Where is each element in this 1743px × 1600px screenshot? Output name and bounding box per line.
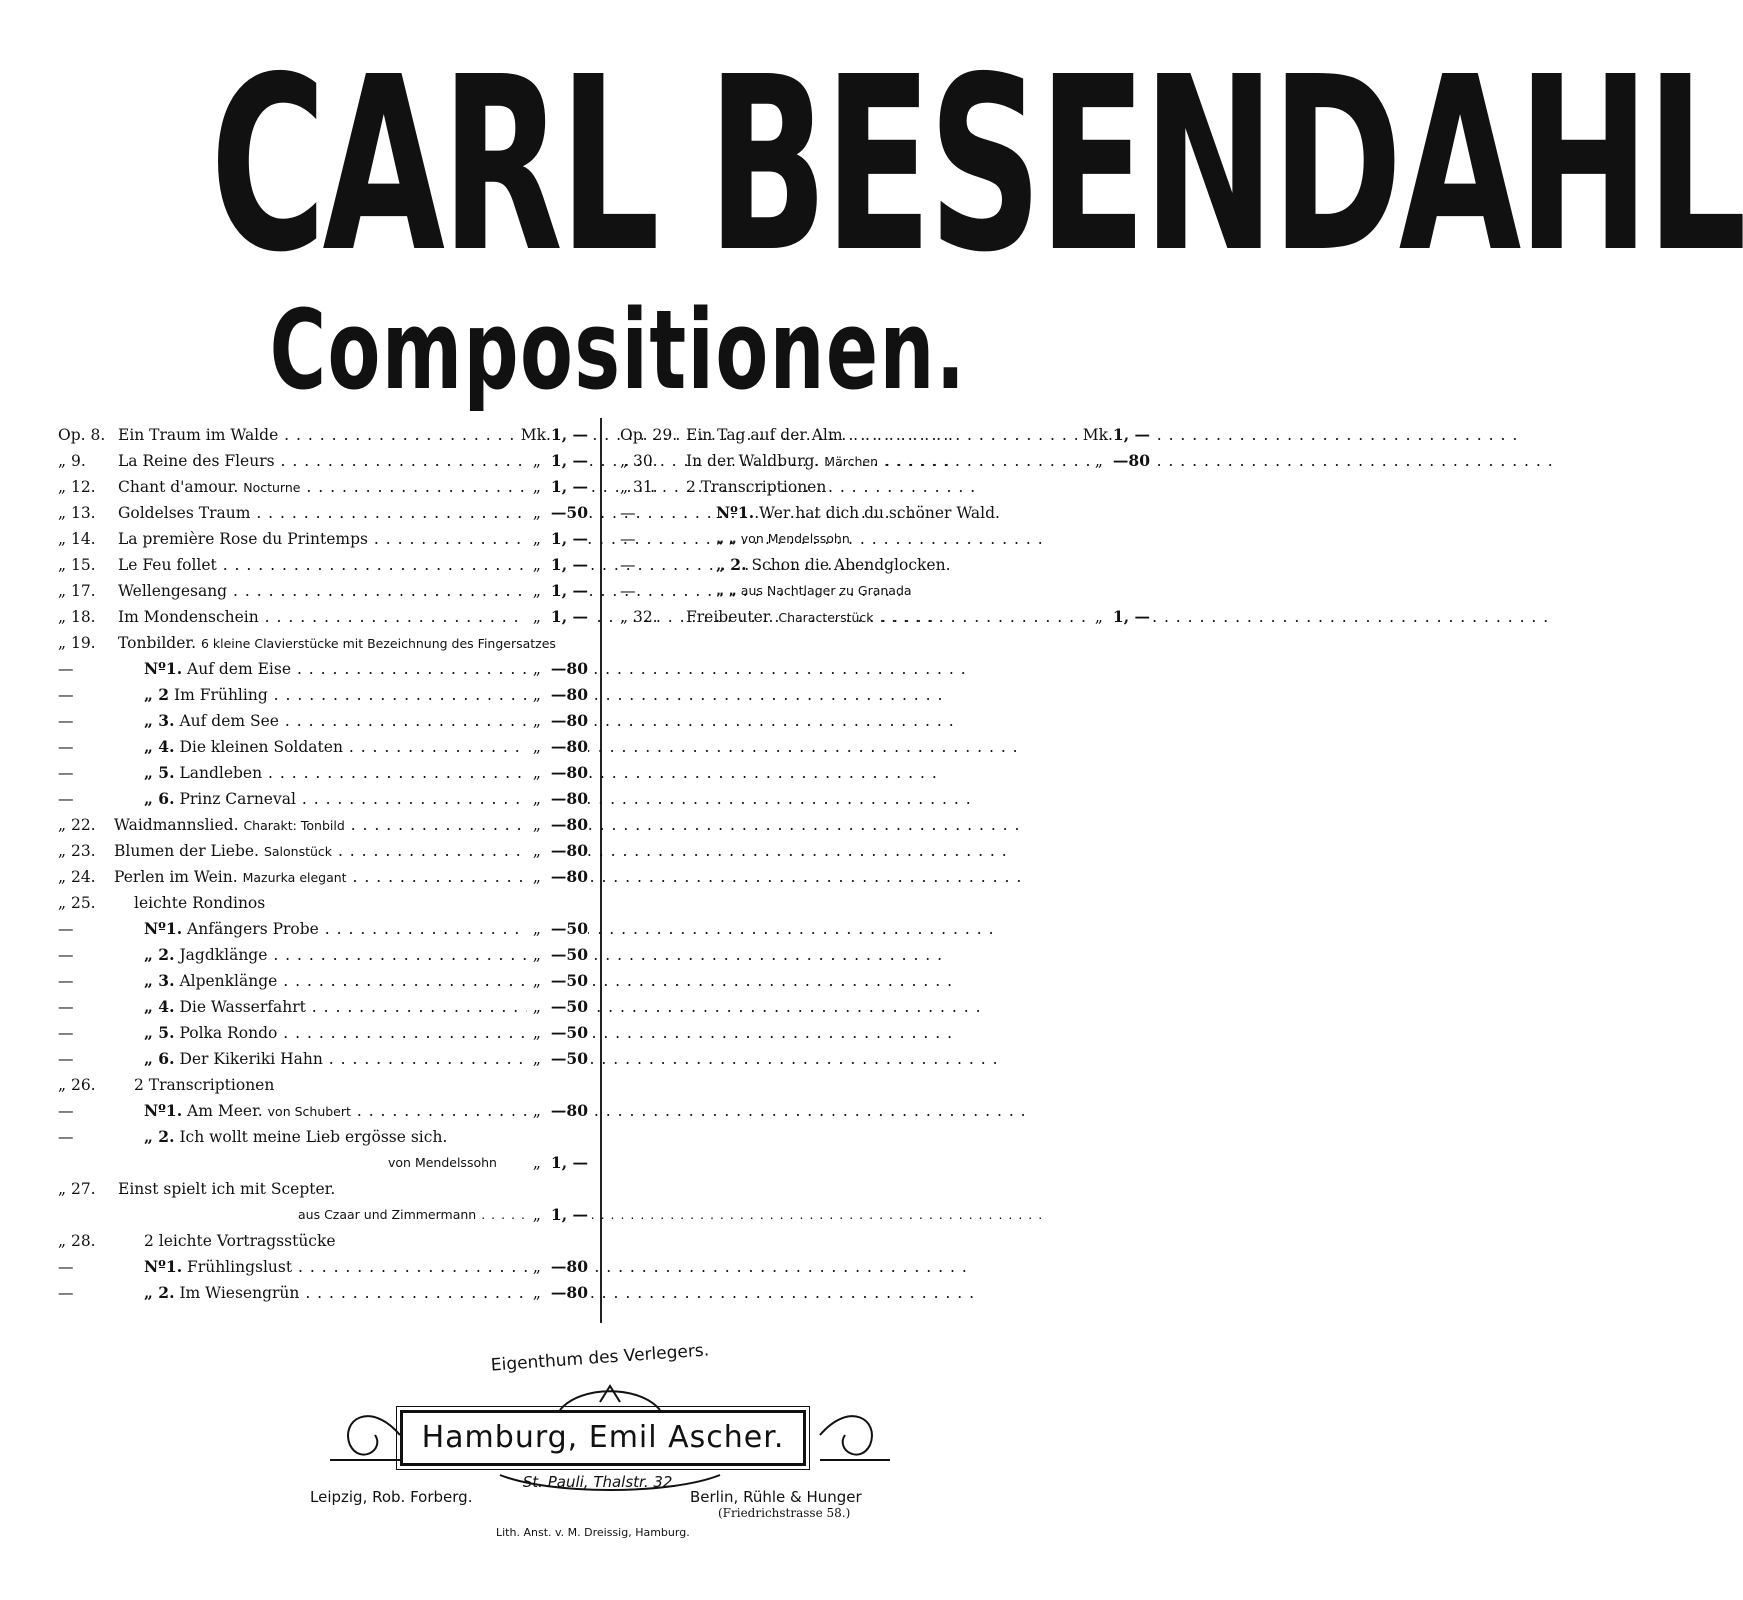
- entry-price-cell: [1089, 604, 1150, 630]
- entry-price-cell: [527, 838, 588, 864]
- catalogue-entry: [58, 474, 588, 500]
- entry-price-cell: [527, 968, 588, 994]
- catalogue-entry: [58, 942, 588, 968]
- entry-title: [134, 890, 588, 916]
- entry-price: —80: [550, 789, 588, 808]
- opus-number: „ 24.: [58, 868, 96, 886]
- entry-price-cell: [527, 734, 588, 760]
- catalogue-entry: [58, 422, 588, 448]
- opus-number: —: [620, 582, 636, 600]
- opus-number: —: [58, 1102, 74, 1120]
- opus-number: „ 14.: [58, 530, 96, 548]
- entry-price-cell: [527, 578, 588, 604]
- entry-price-cell: [527, 916, 588, 942]
- entry-number: „ 4.: [144, 737, 175, 756]
- catalogue-entry: [58, 864, 588, 890]
- catalogue-entry: [58, 1228, 588, 1254]
- entry-price-cell: [527, 474, 588, 500]
- opus-number: —: [58, 1284, 74, 1302]
- catalogue-entry: [58, 786, 588, 812]
- catalogue-entry: [58, 656, 588, 682]
- entry-title-text: Chant d'amour.: [118, 478, 239, 496]
- opus-number: „ 30.: [620, 452, 658, 470]
- catalogue-entry: [58, 1280, 588, 1306]
- entry-title-text: Ich wollt meine Lieb ergösse sich.: [179, 1128, 448, 1146]
- catalogue-entry: [58, 812, 588, 838]
- entry-title: [144, 760, 588, 786]
- opus-number: —: [58, 998, 74, 1016]
- entry-title: [144, 1124, 588, 1150]
- entry-title: [114, 838, 588, 865]
- opus-number: —: [620, 504, 636, 522]
- opus-number: Op. 29.: [620, 426, 678, 444]
- opus-number: —: [58, 1258, 74, 1276]
- publisher-street: St. Pauli, Thalstr. 32.: [522, 1473, 678, 1491]
- entry-title: [114, 864, 588, 891]
- entry-number: „ 2: [144, 685, 170, 704]
- entry-price: 1, —: [550, 607, 588, 626]
- catalogue-entry: [58, 500, 588, 526]
- entry-title: [144, 916, 588, 942]
- entry-title: [716, 552, 1150, 578]
- opus-number: „ 15.: [58, 556, 96, 574]
- catalogue-entry: [620, 526, 1150, 552]
- entry-title-text: Polka Rondo: [179, 1024, 278, 1042]
- opus-number: „ 32.: [620, 608, 658, 626]
- entry-price: 1, —: [550, 555, 588, 574]
- entry-title-text: Frühlingslust: [187, 1258, 293, 1276]
- entry-title-text: Jagdklänge: [179, 946, 268, 964]
- entry-title-text: Goldelses Traum: [118, 504, 251, 522]
- entry-title-text: Auf dem See: [179, 712, 279, 730]
- catalogue-entry: [620, 448, 1150, 474]
- ditto-mark: „: [532, 582, 541, 600]
- entry-price: —50: [550, 1049, 588, 1068]
- entry-price-cell: [1089, 448, 1150, 474]
- entry-title: [144, 968, 588, 994]
- entry-number: „ 4.: [144, 997, 175, 1016]
- entry-price: —50: [550, 971, 588, 990]
- entry-title-text: Le Feu follet: [118, 556, 217, 574]
- catalogue-entry: [620, 604, 1150, 630]
- catalogue-entry: [620, 422, 1150, 448]
- entry-price-cell: [527, 760, 588, 786]
- entry-price-cell: [527, 786, 588, 812]
- catalogue-entry: [58, 448, 588, 474]
- opus-number: —: [58, 686, 74, 704]
- opus-number: —: [58, 660, 74, 678]
- opus-number: —: [58, 1128, 74, 1146]
- entry-title: [716, 500, 1150, 526]
- catalogue-entry: [58, 1046, 588, 1072]
- entry-price: —50: [550, 919, 588, 938]
- opus-number: „ 23.: [58, 842, 96, 860]
- entry-title-text: La Reine des Fleurs: [118, 452, 275, 470]
- entry-title: [686, 604, 1150, 631]
- entry-price-cell: [527, 994, 588, 1020]
- entry-title: [144, 1254, 588, 1280]
- entry-price-cell: [527, 812, 588, 838]
- ditto-mark: „: [532, 868, 541, 886]
- ditto-mark: „: [532, 842, 541, 860]
- catalogue-entry: [58, 578, 588, 604]
- entry-title-text: La première Rose du Printemps: [118, 530, 368, 548]
- opus-number: —: [58, 1024, 74, 1042]
- entry-price: —80: [550, 711, 588, 730]
- catalogue-entry: [58, 552, 588, 578]
- entry-title: [144, 786, 588, 812]
- entry-price: 1, —: [1112, 425, 1150, 444]
- entry-number: „ 2.: [144, 1283, 175, 1302]
- entry-price-cell: [527, 864, 588, 890]
- entry-title-text: Im Frühling: [174, 686, 268, 704]
- ditto-mark: „: [532, 1284, 541, 1302]
- entry-title-text: 2 Transcriptionen: [686, 478, 827, 496]
- catalogue-entry: [58, 1176, 588, 1202]
- entry-title: [118, 526, 588, 552]
- entry-title-text: aus Nachtlager zu Granada: [740, 583, 912, 598]
- entry-title: [686, 448, 1150, 475]
- entry-title-text: Anfängers Probe: [187, 920, 319, 938]
- catalogue-entry: [58, 916, 588, 942]
- opus-number: „ 27.: [58, 1180, 96, 1198]
- ditto-mark: „: [532, 608, 541, 626]
- entry-title: [118, 604, 588, 630]
- entry-price-cell: [527, 526, 588, 552]
- entry-title: [686, 474, 1150, 500]
- entry-title-text: Ein Traum im Walde: [118, 426, 279, 444]
- entry-price: —80: [550, 1101, 588, 1120]
- entry-number: Nº1.: [144, 1101, 183, 1120]
- entry-price-cell: [527, 1280, 588, 1306]
- entry-price: 1, —: [550, 477, 588, 496]
- entry-title: [118, 448, 588, 474]
- entry-subtitle: 6 kleine Clavierstücke mit Bezeichnung des Fingersatzes: [200, 636, 556, 651]
- catalogue-entry: [620, 500, 1150, 526]
- ditto-mark: „: [532, 972, 541, 990]
- entry-title: [118, 578, 588, 604]
- catalogue-entry: [58, 890, 588, 916]
- opus-number: —: [58, 920, 74, 938]
- catalogue-entry: [58, 734, 588, 760]
- catalogue-entry: [58, 708, 588, 734]
- entry-title-text: Auf dem Eise: [187, 660, 292, 678]
- catalogue-left-column: [58, 422, 588, 1306]
- entry-subtitle: Salonstück: [263, 844, 333, 859]
- catalogue-entry: [58, 1254, 588, 1280]
- entry-number: „ 6.: [144, 1049, 175, 1068]
- ditto-mark: „: [532, 660, 541, 678]
- catalogue-entry: [58, 1150, 588, 1176]
- page-subtitle: Compositionen.: [269, 286, 967, 414]
- entry-number: „ 5.: [144, 763, 175, 782]
- catalogue-entry: [620, 578, 1150, 604]
- entry-title-text: Schon die Abendglocken.: [751, 556, 951, 574]
- ditto-mark: „: [532, 504, 541, 522]
- ditto-mark: „: [532, 816, 541, 834]
- opus-number: „ 31.: [620, 478, 658, 496]
- currency-label: Mk.: [520, 426, 551, 444]
- entry-title-text: 2 leichte Vortragsstücke: [144, 1232, 336, 1250]
- entry-number: Nº1.: [144, 1257, 183, 1276]
- entry-subtitle: Märchen: [824, 454, 878, 469]
- entry-subtitle: von Schubert: [267, 1104, 351, 1119]
- catalogue-entry: [58, 760, 588, 786]
- entry-subtitle: Nocturne: [243, 480, 301, 495]
- entry-title-text: Prinz Carneval: [179, 790, 296, 808]
- ditto-mark: „: [532, 764, 541, 782]
- opus-number: —: [58, 764, 74, 782]
- ditto-mark: „: [532, 478, 541, 496]
- entry-title-text: Waidmannslied.: [114, 816, 239, 834]
- opus-number: „ 18.: [58, 608, 96, 626]
- currency-label: Mk.: [1082, 426, 1113, 444]
- entry-title-text: Landleben: [179, 764, 263, 782]
- entry-title: [716, 526, 1150, 552]
- catalogue-entry: [58, 1072, 588, 1098]
- opus-number: „ 17.: [58, 582, 96, 600]
- branch-leipzig: Leipzig, Rob. Forberg.: [310, 1488, 473, 1506]
- entry-title: [144, 1020, 588, 1046]
- catalogue-entry: [58, 526, 588, 552]
- entry-title-text: Ein Tag auf der Alm: [686, 426, 843, 444]
- entry-price: —80: [550, 763, 588, 782]
- entry-title-text: von Mendelssohn: [388, 1155, 497, 1170]
- entry-title-text: Am Meer.: [187, 1102, 263, 1120]
- entry-title: [118, 552, 588, 578]
- entry-title: [144, 942, 588, 968]
- entry-title: [114, 812, 588, 839]
- ditto-mark: „: [532, 998, 541, 1016]
- opus-number: —: [58, 712, 74, 730]
- entry-number: Nº1.: [144, 659, 183, 678]
- ditto-mark: „: [532, 686, 541, 704]
- catalogue-right-column: [620, 422, 1150, 630]
- entry-price-cell: [527, 500, 588, 526]
- opus-number: „ 12.: [58, 478, 96, 496]
- ditto-mark: „: [532, 1154, 541, 1172]
- opus-number: —: [58, 972, 74, 990]
- entry-title-text: Tonbilder.: [118, 634, 197, 652]
- entry-price-cell: [527, 1020, 588, 1046]
- entry-title-text: Freibeuter.: [686, 608, 774, 626]
- entry-price: —50: [550, 997, 588, 1016]
- entry-title: [144, 1098, 588, 1125]
- branch-berlin-address: (Friedrichstrasse 58.): [718, 1506, 851, 1520]
- entry-title-text: Der Kikeriki Hahn: [179, 1050, 323, 1068]
- opus-number: —: [58, 946, 74, 964]
- ditto-mark: „: [532, 946, 541, 964]
- catalogue-entry: [58, 838, 588, 864]
- catalogue-entry: [58, 630, 588, 656]
- catalogue-entry: [58, 1124, 588, 1150]
- entry-price-cell: [527, 656, 588, 682]
- catalogue-entry: [58, 968, 588, 994]
- catalogue-entry: [620, 474, 1150, 500]
- entry-title: [144, 1280, 588, 1306]
- entry-number: „ „: [716, 583, 737, 598]
- entry-price: —80: [550, 1283, 588, 1302]
- catalogue-entry: [58, 604, 588, 630]
- ditto-mark: „: [532, 1206, 541, 1224]
- entry-price-cell: [527, 708, 588, 734]
- opus-number: —: [58, 790, 74, 808]
- entry-subtitle: Characterstück: [778, 610, 874, 625]
- entry-number: „ 6.: [144, 789, 175, 808]
- ditto-mark: „: [532, 738, 541, 756]
- entry-price: —80: [550, 1257, 588, 1276]
- entry-price: 1, —: [550, 529, 588, 548]
- entry-price-cell: [527, 1098, 588, 1124]
- entry-title-text: Die Wasserfahrt: [179, 998, 306, 1016]
- entry-number: Nº1.: [144, 919, 183, 938]
- entry-price-cell: [527, 448, 588, 474]
- entry-price-cell: [527, 604, 588, 630]
- entry-price: 1, —: [550, 1153, 588, 1172]
- entry-number: Nº1.: [716, 503, 755, 522]
- publisher-name: Hamburg, Emil Ascher.: [400, 1410, 806, 1466]
- catalogue-entry: [620, 552, 1150, 578]
- ditto-mark: „: [532, 1102, 541, 1120]
- entry-price: —80: [550, 737, 588, 756]
- publisher-imprint: [0, 1340, 1236, 1600]
- entry-title: [118, 474, 588, 501]
- entry-title: [716, 578, 1150, 604]
- entry-number: „ 5.: [144, 1023, 175, 1042]
- ditto-mark: „: [1094, 608, 1103, 626]
- catalogue-entry: [58, 1202, 588, 1228]
- entry-price-cell: [515, 422, 588, 448]
- entry-price-cell: [527, 942, 588, 968]
- ditto-mark: „: [532, 790, 541, 808]
- entry-title-text: 2 Transcriptionen: [134, 1076, 275, 1094]
- entry-title: [144, 1046, 588, 1072]
- composer-name: CARL BESENDAHL: [210, 25, 1743, 305]
- entry-price: —50: [550, 1023, 588, 1042]
- entry-price: —50: [550, 503, 588, 522]
- entry-number: „ 2.: [716, 555, 747, 574]
- entry-price-cell: [527, 552, 588, 578]
- entry-price: —80: [550, 867, 588, 886]
- entry-title-text: Perlen im Wein.: [114, 868, 238, 886]
- entry-price-cell: [527, 1046, 588, 1072]
- opus-number: „ 22.: [58, 816, 96, 834]
- entry-price: —80: [550, 685, 588, 704]
- ditto-mark: „: [532, 452, 541, 470]
- ditto-mark: „: [532, 556, 541, 574]
- entry-price: —80: [550, 659, 588, 678]
- opus-number: —: [620, 530, 636, 548]
- ditto-mark: „: [532, 920, 541, 938]
- entry-title-text: Wellengesang: [118, 582, 228, 600]
- catalogue-entry: [58, 1098, 588, 1124]
- entry-price: 1, —: [1112, 607, 1150, 626]
- entry-subtitle: Mazurka elegant: [242, 870, 347, 885]
- opus-number: „ 19.: [58, 634, 96, 652]
- entry-title-text: Wer hat dich du schöner Wald.: [759, 504, 1000, 522]
- entry-title: [134, 1072, 588, 1098]
- entry-price: 1, —: [550, 1205, 588, 1224]
- ditto-mark: „: [532, 712, 541, 730]
- entry-price: 1, —: [550, 451, 588, 470]
- entry-price-cell: [527, 1202, 588, 1228]
- opus-number: „ 25.: [58, 894, 96, 912]
- entry-title: [144, 656, 588, 682]
- entry-number: „ 3.: [144, 711, 175, 730]
- entry-price: —80: [550, 841, 588, 860]
- entry-title-text: In der Waldburg.: [686, 452, 820, 470]
- entry-title-text: Blumen der Liebe.: [114, 842, 259, 860]
- entry-price-cell: [1077, 422, 1150, 448]
- opus-number: —: [620, 556, 636, 574]
- property-note: Eigenthum des Verlegers.: [490, 1340, 710, 1376]
- entry-title-text: Alpenklänge: [179, 972, 278, 990]
- entry-price-cell: [527, 1150, 588, 1176]
- entry-price: —80: [1112, 451, 1150, 470]
- entry-number: „ 2.: [144, 945, 175, 964]
- entry-price-cell: [527, 682, 588, 708]
- entry-title: [118, 630, 588, 657]
- entry-price: 1, —: [550, 425, 588, 444]
- catalogue-entry: [58, 994, 588, 1020]
- ditto-mark: „: [532, 1050, 541, 1068]
- entry-price-cell: [527, 1254, 588, 1280]
- opus-number: —: [58, 738, 74, 756]
- entry-title-text: aus Czaar und Zimmermann: [298, 1207, 477, 1222]
- opus-number: „ 28.: [58, 1232, 96, 1250]
- ditto-mark: „: [532, 1258, 541, 1276]
- entry-price: —80: [550, 815, 588, 834]
- lithographer-credit: Lith. Anst. v. M. Dreissig, Hamburg.: [496, 1526, 690, 1539]
- entry-title-text: leichte Rondinos: [134, 894, 266, 912]
- entry-price: 1, —: [550, 581, 588, 600]
- catalogue-entry: [58, 1020, 588, 1046]
- opus-number: Op. 8.: [58, 426, 106, 444]
- ditto-mark: „: [532, 1024, 541, 1042]
- entry-subtitle: Charakt: Tonbild: [243, 818, 345, 833]
- entry-title-text: Im Wiesengrün: [179, 1284, 300, 1302]
- entry-title: [144, 1228, 588, 1254]
- opus-number: „ 26.: [58, 1076, 96, 1094]
- entry-number: „ 3.: [144, 971, 175, 990]
- entry-number: „ 2.: [144, 1127, 175, 1146]
- entry-number: „ „: [716, 531, 737, 546]
- ditto-mark: „: [1094, 452, 1103, 470]
- catalogue-entry: [58, 682, 588, 708]
- entry-title-text: Einst spielt ich mit Scepter.: [118, 1180, 336, 1198]
- entry-title: [144, 708, 588, 734]
- entry-title: [144, 994, 588, 1020]
- opus-number: —: [58, 1050, 74, 1068]
- entry-title-text: von Mendelssohn: [740, 531, 850, 546]
- entry-title: [144, 682, 588, 708]
- entry-title-text: Im Mondenschein: [118, 608, 259, 626]
- entry-title: [144, 734, 588, 760]
- entry-price: —50: [550, 945, 588, 964]
- opus-number: „ 9.: [58, 452, 86, 470]
- branch-berlin: Berlin, Rühle & Hunger: [690, 1488, 862, 1506]
- entry-title: [118, 1176, 588, 1202]
- opus-number: „ 13.: [58, 504, 96, 522]
- entry-title: [118, 500, 588, 526]
- entry-title-text: Die kleinen Soldaten: [179, 738, 343, 756]
- ditto-mark: „: [532, 530, 541, 548]
